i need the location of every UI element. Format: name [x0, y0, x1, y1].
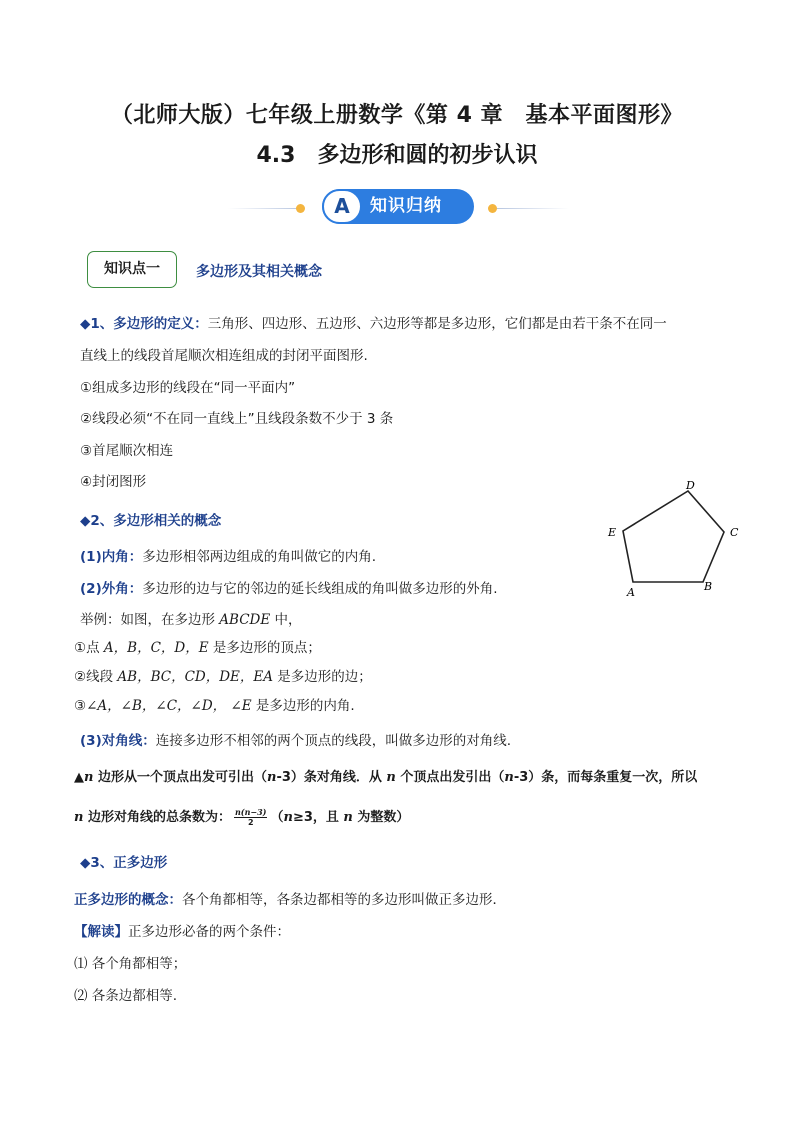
concept-label: 正多边形的概念： — [74, 892, 182, 908]
banner-dot-right — [488, 204, 497, 213]
knowledge-point-title: 多边形及其相关概念 — [196, 264, 322, 280]
banner-letter: A — [322, 189, 362, 224]
banner-line-right — [497, 208, 569, 209]
definition-line-2: 直线上的线段首尾顺次相连组成的封闭平面图形. — [80, 348, 368, 364]
vertex-label-a: A — [627, 586, 635, 599]
ex2-prefix: ②线段 — [74, 669, 118, 685]
interior-angle-label: (1)内角： — [80, 549, 143, 565]
interior-angle-line — [80, 547, 376, 567]
exterior-angle-label: (2)外角： — [80, 581, 143, 597]
ex3-vars: ∠A，∠B，∠C，∠D， ∠E — [86, 698, 252, 714]
exterior-angle-line — [80, 579, 498, 599]
vertex-label-b: B — [704, 580, 713, 593]
example-vertices — [74, 638, 321, 658]
diagonal-line — [80, 731, 511, 751]
knowledge-point-box: 知识点一 — [87, 251, 177, 288]
polygon-name: ABCDE — [219, 612, 271, 628]
document-title: （北师大版）七年级上册数学《第 4 章 基本平面图形》 — [110, 103, 684, 128]
ex1-prefix: ①点 — [74, 640, 104, 656]
example-angles — [74, 696, 355, 716]
ex1-suffix: 是多边形的顶点； — [208, 640, 321, 656]
definition-item-4: ④封闭图形 — [80, 474, 147, 490]
diagonal-note-line-2: n 边形对角线的总条数为： $\frac{n(n-3)}{2}$ （n≥3，且 n 为整数） — [74, 807, 410, 827]
vertex-label-d: D — [686, 479, 695, 492]
example-prefix: 举例：如图，在多边形 — [80, 612, 220, 628]
definition-item-3: ③首尾顺次相连 — [80, 443, 174, 459]
banner-label: 知识归纳 — [370, 196, 442, 216]
pentagon-figure — [600, 475, 750, 605]
pentagon-shape — [623, 491, 724, 582]
diagonal-label: (3)对角线： — [80, 733, 156, 749]
concept-text: 各个角都相等，各条边都相等的多边形叫做正多边形． — [182, 892, 506, 908]
regular-polygon-concept — [74, 890, 506, 910]
banner-line-left — [228, 208, 300, 209]
regular-polygon-heading: ◆3、正多边形 — [80, 855, 168, 871]
condition-1: ⑴ 各个角都相等； — [74, 956, 187, 972]
definition-heading: ◆1、多边形的定义： — [80, 316, 208, 332]
related-concepts-heading: ◆2、多边形相关的概念 — [80, 513, 222, 529]
diagonal-text: 连接多边形不相邻的两个顶点的线段，叫做多边形的对角线. — [155, 733, 512, 749]
diagonal-note-line-1: ▲n 边形从一个顶点出发可引出（n-3）条对角线．从 n 个顶点出发引出（n-3）条，而每条重复一次，所以 — [74, 770, 698, 785]
exterior-angle-text: 多边形的边与它的邻边的延长线组成的角叫做多边形的外角. — [142, 581, 498, 597]
reading-label: 【解读】 — [74, 924, 128, 940]
reading-text: 正多边形必备的两个条件： — [128, 924, 290, 940]
example-intro — [80, 610, 302, 630]
definition-item-1: ①组成多边形的线段在“同一平面内” — [80, 380, 296, 396]
definition-line-1 — [80, 314, 667, 334]
reading-line — [74, 922, 290, 942]
example-suffix: 中， — [270, 612, 302, 628]
vertex-label-c: C — [730, 526, 739, 539]
section-title: 4.3 多边形和圆的初步认识 — [256, 143, 538, 168]
condition-2: ⑵ 各条边都相等. — [74, 988, 178, 1004]
ex2-vars: AB，BC，CD，DE，EA — [117, 669, 274, 685]
ex2-suffix: 是多边形的边； — [273, 669, 372, 685]
ex3-suffix: 是多边形的内角. — [251, 698, 355, 714]
example-sides — [74, 667, 372, 687]
definition-text-a: 三角形、四边形、五边形、六边形等都是多边形，它们都是由若干条不在同一 — [207, 316, 667, 332]
diagonal-count-fraction: $\frac{n(n-3)}{2}$ — [234, 807, 267, 827]
vertex-label-e: E — [608, 526, 617, 539]
definition-item-2: ②线段必须“不在同一直线上”且线段条数不少于 3 条 — [80, 411, 394, 427]
ex3-prefix: ③ — [74, 698, 87, 714]
interior-angle-text: 多边形相邻两边组成的角叫做它的内角. — [142, 549, 377, 565]
banner-dot-left — [296, 204, 305, 213]
ex1-vars: A，B，C，D，E — [103, 640, 209, 656]
